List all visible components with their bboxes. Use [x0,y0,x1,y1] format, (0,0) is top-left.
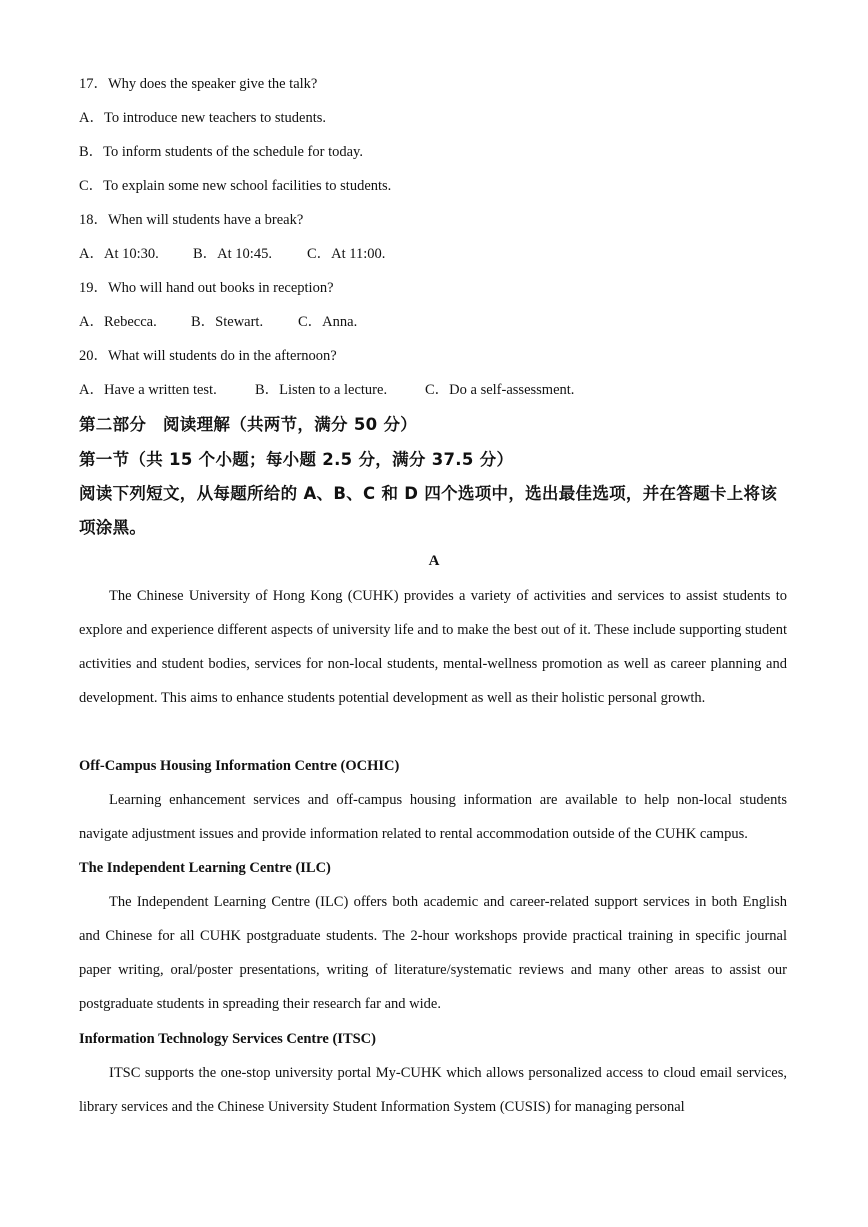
question-19-stem: 19．Who will hand out books in reception? [79,280,334,296]
section-body-ochic: Learning enhancement services and off-campus housing information are available to help non-local students navigate adjustment issues and provide information related to rental accommodation outside of the CUHK campus. [79,792,787,842]
passage-intro: The Chinese University of Hong Kong (CUHK) provides a variety of activities and services to assist students to explore and experience different aspects of university life and to make the best out of it. These include supporting student activities and student bodies, services for non-local students, mental-wellness promotion as well as career planning and development. This aims to enhance students potential development as well as their holistic personal growth. [79,588,787,706]
question-20-option-b: B．Listen to a lecture. [255,382,388,398]
question-17-stem: 17．Why does the speaker give the talk? [79,76,318,92]
question-19-option-a: A．Rebecca. [79,314,157,330]
question-18-options [79,245,385,263]
question-20-stem: 20．What will students do in the afternoon? [79,348,337,364]
instruction-line-2: 项涂黑。 [79,518,147,537]
question-18-stem: 18．When will students have a break? [79,212,304,228]
question-18-option-c: C．At 11:00. [307,246,386,262]
question-19-option-b: B．Stewart. [191,314,264,330]
section-body-ilc: The Independent Learning Centre (ILC) offers both academic and career-related support services in both English and Chinese for all CUHK postgraduate students. The 2-hour workshops provide practical training in specific journal paper writing, oral/poster presentations, writing of literature/systematic reviews and many other areas to assist our postgraduate students in spreading their research far and wide. [79,894,787,1012]
section-heading-ilc: The Independent Learning Centre (ILC) [79,860,331,876]
question-17-option-c: C．To explain some new school facilities to students. [79,178,392,194]
question-18-option-a: A．At 10:30. [79,246,159,262]
passage-label: A [428,553,440,569]
question-18-option-b: B．At 10:45. [193,246,272,262]
question-20-option-a: A．Have a written test. [79,382,217,398]
question-19-options [79,313,357,331]
instruction-line-1: 阅读下列短文，从每题所给的 A、B、C 和 D 四个选项中，选出最佳选项，并在答题卡上将该 [79,484,778,503]
section-subtitle: 第一节（共 15 个小题；每小题 2.5 分，满分 37.5 分） [79,450,514,469]
question-17-option-b: B．To inform students of the schedule for today. [79,144,363,160]
question-20-options [79,381,574,399]
question-19-option-c: C．Anna. [298,314,358,330]
part-title: 第二部分 阅读理解（共两节，满分 50 分） [79,415,418,434]
section-heading-ochic: Off-Campus Housing Information Centre (OCHIC) [79,758,400,774]
section-body-itsc: ITSC supports the one-stop university portal My-CUHK which allows personalized access to cloud email services, library services and the Chinese University Student Information System (CUSIS) for managing personal [79,1065,787,1115]
question-20-option-c: C．Do a self-assessment. [425,382,575,398]
section-heading-itsc: Information Technology Services Centre (ITSC) [79,1031,376,1047]
question-17-option-a: A．To introduce new teachers to students. [79,110,327,126]
